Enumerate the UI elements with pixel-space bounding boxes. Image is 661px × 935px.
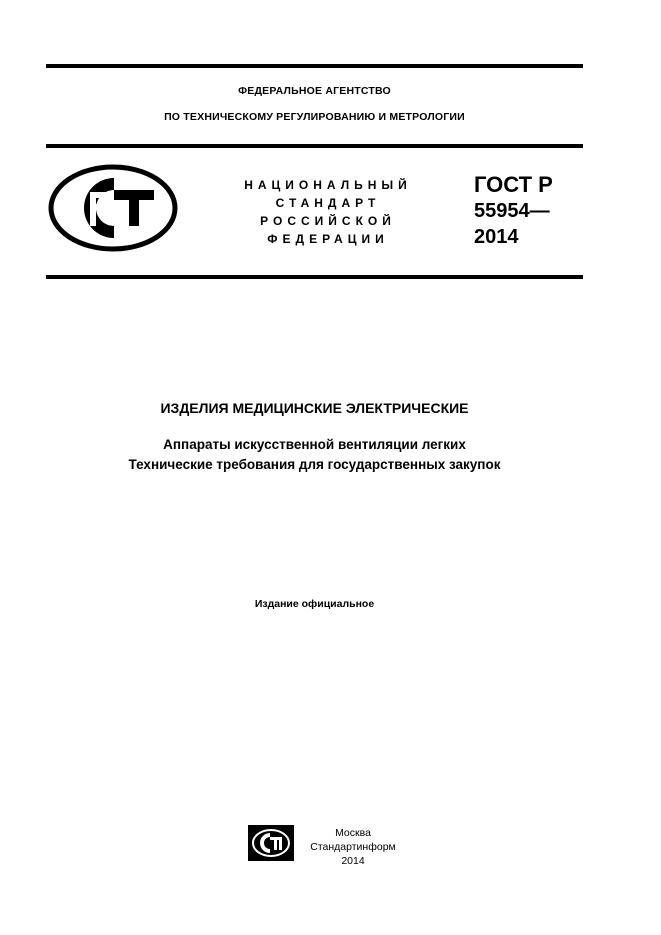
publisher-year: 2014	[341, 855, 365, 867]
national-line: ФЕДЕРАЦИИ	[267, 232, 389, 246]
top-rule	[46, 64, 583, 68]
publisher-city: Москва	[335, 827, 371, 839]
gost-line-1: ГОСТ Р	[474, 172, 553, 197]
gost-line-2: 55954—	[474, 200, 550, 222]
gost-line-3: 2014	[474, 226, 519, 248]
agency-line-2: ПО ТЕХНИЧЕСКОМУ РЕГУЛИРОВАНИЮ И МЕТРОЛОГИИ	[164, 111, 465, 123]
publisher-name: Стандартинформ	[310, 841, 396, 853]
standartinform-logo-icon	[248, 825, 294, 861]
edition-label: Издание официальное	[254, 598, 375, 610]
middle-rule	[46, 144, 583, 148]
national-standard-block	[228, 176, 428, 248]
bottom-rule	[46, 275, 583, 279]
document-title: ИЗДЕЛИЯ МЕДИЦИНСКИЕ ЭЛЕКТРИЧЕСКИЕ	[160, 400, 469, 416]
agency-line-1: ФЕДЕРАЛЬНОЕ АГЕНТСТВО	[238, 85, 391, 97]
document-subtitle-1: Аппараты искусственной вентиляции легких	[163, 437, 466, 452]
document-subtitle-2: Технические требования для государственных закупок	[128, 457, 501, 472]
national-line: НАЦИОНАЛЬНЫЙ	[244, 178, 412, 192]
publisher-block	[300, 826, 406, 868]
national-line: СТАНДАРТ	[275, 196, 381, 210]
rst-logo-icon	[48, 164, 178, 252]
national-line: РОССИЙСКОЙ	[260, 214, 396, 228]
gost-designation	[474, 172, 553, 250]
